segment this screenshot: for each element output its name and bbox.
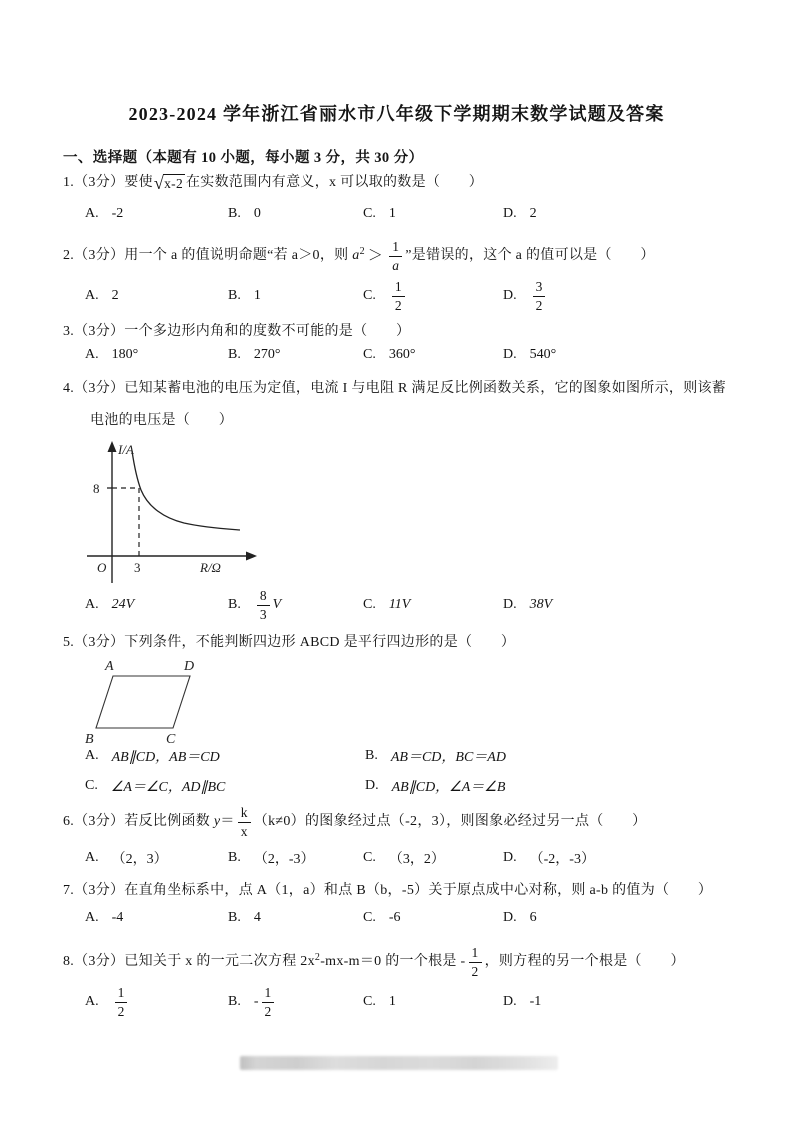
question-1-stem [63,172,483,194]
option-7-c [363,910,503,926]
fraction-denominator: a [392,257,400,273]
option-value: AB∥CD，∠A＝∠B [391,780,506,795]
option-label: C. [363,347,376,362]
option-label: B. [228,347,241,362]
option-3-b [228,347,363,363]
question-3-stem: 3.（3分）一个多边形内角和的度数不可能的是（ ） [63,324,411,339]
option-3-c [363,347,503,363]
question-1-options [85,206,733,222]
k-not-zero-condition: （k≠0） [253,814,305,829]
fraction-1-over-2 [262,985,275,1018]
option-label: B. [365,748,378,763]
fraction-numerator: 1 [262,985,275,1002]
fraction-denominator: 2 [394,297,402,313]
option-value: ∠A＝∠C，AD∥BC [110,780,226,795]
option-2-d [503,278,733,314]
option-label: A. [85,347,99,362]
option-6-a [85,848,228,868]
option-2-b [228,278,363,314]
fraction-denominator: 3 [259,606,267,622]
question-4-stem-line1: 4.（3分）已知某蓄电池的电压为定值，电流 I 与电阻 R 满足反比例函数关系，它的图象如图所示，则该蓄 [63,381,727,396]
option-6-b [228,848,363,868]
option-label: D. [503,910,517,925]
option-value: -4 [111,910,124,925]
y-tick-value: 8 [93,481,100,496]
option-1-d [503,206,733,222]
option-4-a [85,586,228,624]
option-label: D. [503,206,517,221]
radical-sign: √ [153,173,165,193]
option-value: 0 [253,206,261,221]
option-value: AB∥CD，AB＝CD [111,750,220,765]
option-label: C. [363,910,376,925]
option-7-d [503,910,733,926]
q2-text-pre: 2.（3分）用一个 a 的值说明命题“若 a＞0，则 [63,248,353,263]
option-2-a [85,278,228,314]
option-value: （2，3） [111,852,168,867]
fraction-denominator: x [240,823,248,839]
option-label: C. [363,850,376,865]
option-label: B. [228,850,241,865]
question-4-options [85,586,733,624]
fraction-1-over-2 [115,985,128,1018]
option-value: 540° [529,347,557,362]
question-5-stem: 5.（3分）下列条件，不能判断四边形 ABCD 是平行四边形的是（ ） [63,635,516,650]
option-value: 24V [111,597,135,612]
section-header: 一、选择题（本题有 10 小题，每小题 3 分，共 30 分） [63,150,424,166]
option-value: 270° [253,347,281,362]
option-5-a [85,746,365,766]
option-6-d [503,848,733,868]
option-value: -6 [388,910,401,925]
option-label: A. [85,288,99,303]
sqrt-expression [154,174,185,192]
q8-text-mid: -mx-m＝0 的一个根是 [320,954,461,969]
option-6-c [363,848,503,868]
option-value: 2 [111,288,119,303]
option-1-c [363,206,503,222]
hyperbola-graph-figure [72,438,312,588]
option-value: AB＝CD，BC＝AD [390,750,506,765]
option-3-d [503,347,733,363]
option-1-a [85,206,228,222]
option-1-b [228,206,363,222]
option-value: （-2，-3） [529,852,595,867]
q6-text-pre: 6.（3分）若反比例函数 [63,814,214,829]
option-5-d [365,776,733,796]
q8-text-pre: 8.（3分）已知关于 x 的一元二次方程 2x [63,954,315,969]
option-label: D. [365,778,379,793]
fraction-denominator: 2 [535,297,543,313]
origin-label: O [97,560,107,575]
fraction-8-over-3 [257,588,270,621]
unit-volts: V [272,597,282,612]
fraction-1-over-2 [469,945,482,978]
fraction-numerator: k [238,805,251,822]
option-label: D. [503,994,517,1009]
option-label: B. [228,288,241,303]
option-label: A. [85,597,99,612]
fraction-numerator: 3 [533,279,546,296]
option-8-c [363,983,503,1021]
option-7-b [228,910,363,926]
fraction-k-over-x [238,805,251,838]
q6-text-post: 的图象经过点（-2，3），则图象必经过另一点（ ） [304,814,647,829]
fraction-denominator: 2 [117,1003,125,1019]
vertex-c-label: C [166,732,176,747]
option-5-b [365,746,733,766]
option-label: A. [85,850,99,865]
option-5-c [85,776,365,796]
option-label: A. [85,910,99,925]
option-label: D. [503,288,517,303]
fraction-denominator: 2 [264,1003,272,1019]
option-label: D. [503,850,517,865]
option-label: B. [228,910,241,925]
equals-sign: ＝ [220,814,235,829]
parallelogram-shape [96,676,190,728]
option-value: 2 [529,206,537,221]
q1-text-pre: 1.（3分）要使 [63,175,153,190]
y-axis-label: I/A [118,442,134,457]
question-8-stem: 8.（3分）已知关于 x 的一元二次方程 2x 2 -mx-m＝0 的一个根是 - $\frac{1}{2}$ ，则方程的另一个根是（ ） [63,945,685,979]
q8-text-post: ，则方程的另一个根是（ ） [484,954,685,969]
option-4-c [363,586,503,624]
fraction-numerator: 1 [469,945,482,962]
parallelogram-figure [78,656,228,748]
option-3-a [85,347,228,363]
q1-text-post: 在实数范围内有意义，x 可以取的数是（ ） [186,175,484,190]
question-2-stem: 2.（3分）用一个 a 的值说明命题“若 a＞0，则 a 2 ＞ $\frac{1}{a}$ ”是错误的，这个 a 的值可以是（ ） [63,239,655,273]
option-label: B. [228,994,241,1009]
fraction-numerator: 1 [115,985,128,1002]
radicand: x-2 [164,176,183,191]
option-value: 11V [388,597,411,612]
x-axis-arrow-icon [246,552,257,561]
option-8-b [228,983,363,1021]
vertex-a-label: A [105,659,114,674]
hyperbola-curve [132,451,240,530]
option-value: -1 [529,994,542,1009]
option-label: A. [85,748,99,763]
option-7-a [85,910,228,926]
option-label: B. [228,206,241,221]
option-label: C. [85,778,98,793]
option-label: C. [363,288,376,303]
option-value: 360° [388,347,416,362]
variable-y: y [213,814,221,829]
minus-sign: - [460,954,466,969]
option-2-c [363,278,503,314]
fraction-numerator: 1 [389,239,402,256]
option-label: A. [85,206,99,221]
fraction-numerator: 8 [257,588,270,605]
fraction-denominator: 2 [471,963,479,979]
greater-than-sign: ＞ [367,248,384,264]
question-2-options [85,278,733,314]
variable-a: a [352,248,360,263]
option-8-d [503,983,733,1021]
option-8-a [85,983,228,1021]
option-label: D. [503,347,517,362]
option-value: 4 [253,910,261,925]
vertex-d-label: D [184,659,195,674]
option-4-d [503,586,733,624]
x-axis-label: R/Ω [200,560,221,575]
question-8-options [85,983,733,1021]
question-5-options-row2 [85,776,733,796]
option-value: 1 [253,288,261,303]
option-value: 1 [388,994,396,1009]
option-label: A. [85,994,99,1009]
option-label: C. [363,206,376,221]
option-4-b [228,586,363,624]
q2-text-post: ”是错误的，这个 a 的值可以是（ ） [405,248,655,263]
question-4-stem-line2: 电池的电压是（ ） [90,413,233,428]
question-7-options [85,910,733,926]
option-label: C. [363,597,376,612]
question-6-stem [63,802,646,842]
minus-sign: - [253,994,259,1009]
option-value: 38V [529,597,553,612]
blurred-watermark-bar [240,1056,558,1070]
fraction-1-over-2 [392,279,405,312]
question-7-stem: 7.（3分）在直角坐标系中，点 A（1，a）和点 B（b，-5）关于原点成中心对称，则 a-b 的值为（ ） [63,883,713,898]
option-value: -2 [111,206,124,221]
question-3-options [85,347,733,363]
page-title: 2023-2024 学年浙江省丽水市八年级下学期期末数学试题及答案 [128,104,665,124]
fraction-3-over-2 [533,279,546,312]
option-value: 1 [388,206,396,221]
option-value: （2，-3） [253,852,315,867]
option-label: B. [228,597,241,612]
question-5-options-row1 [85,746,733,766]
option-label: C. [363,994,376,1009]
fraction-numerator: 1 [392,279,405,296]
x-tick-value: 3 [134,560,141,575]
question-6-options [85,848,733,868]
option-label: D. [503,597,517,612]
option-value: 6 [529,910,537,925]
option-value: 180° [111,347,139,362]
option-value: （3，2） [388,852,445,867]
fraction-1-over-a [389,239,402,272]
vertex-b-label: B [85,732,94,747]
y-axis-arrow-icon [108,441,117,452]
